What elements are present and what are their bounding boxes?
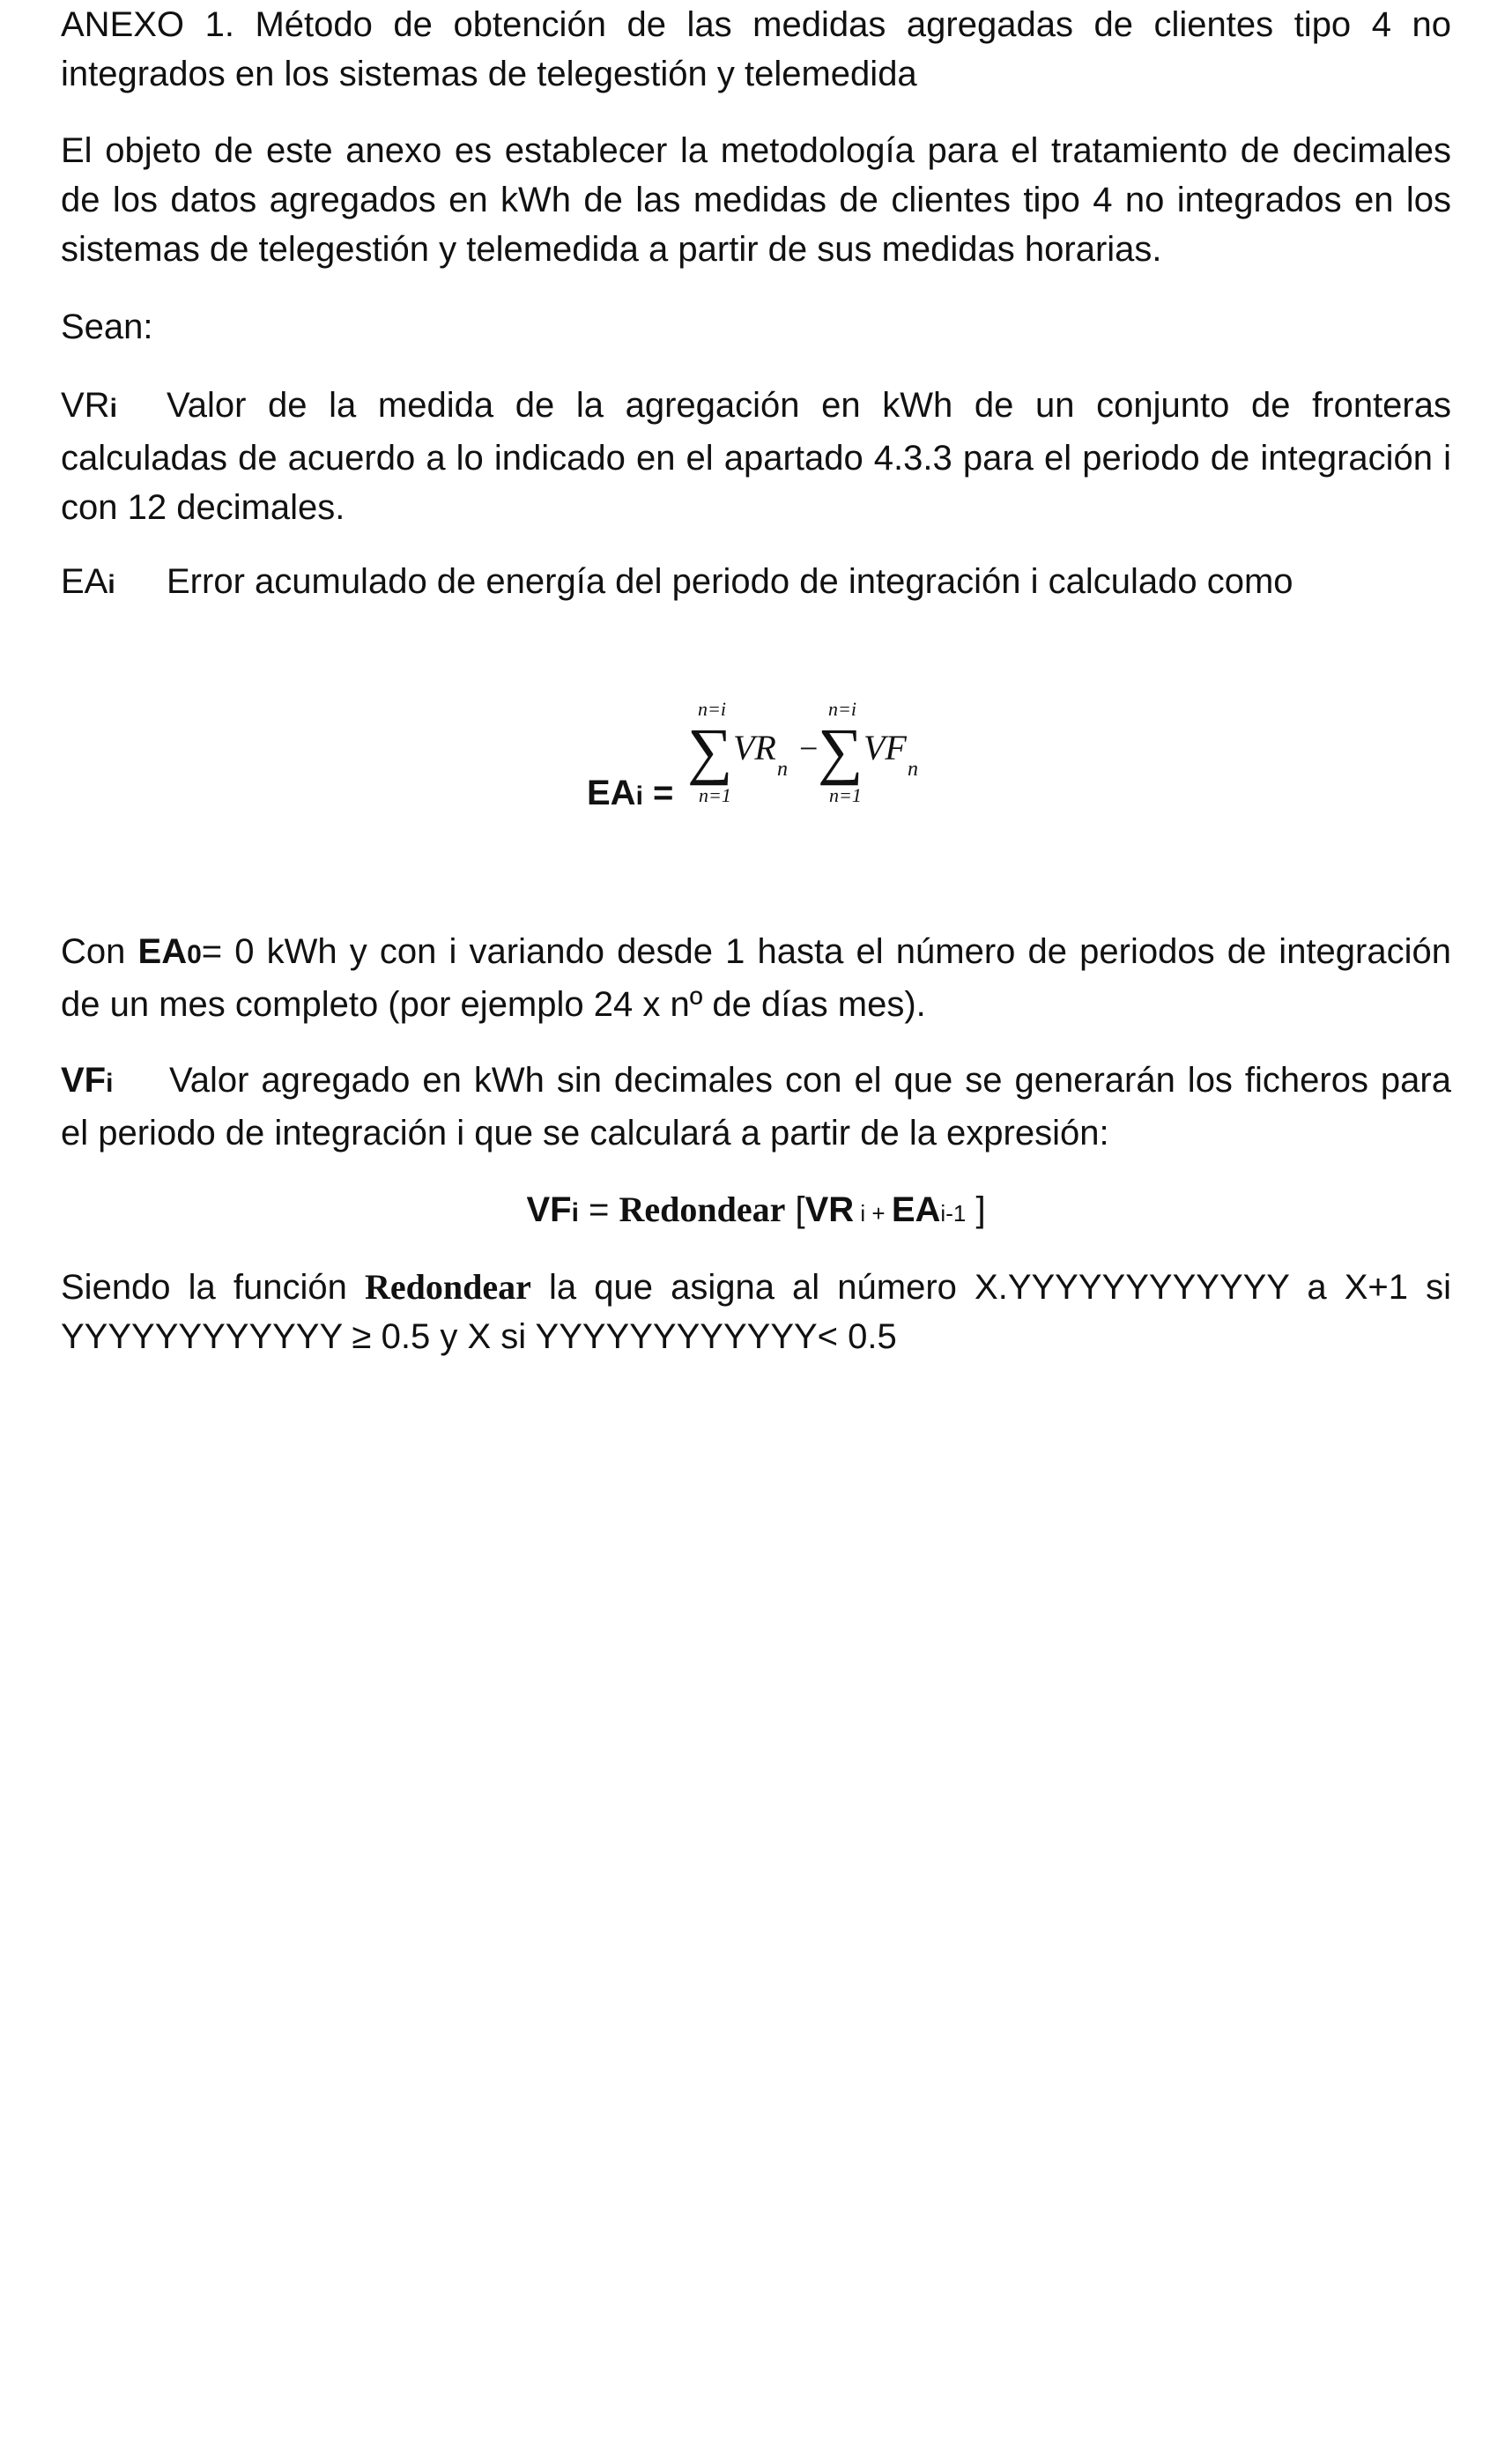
vf-symbol: VF [61, 1061, 107, 1100]
con-ea0: EA [137, 932, 188, 971]
ea-subscript: i [107, 570, 115, 599]
vf-formula-vr-sub: i + [854, 1200, 892, 1227]
ea-definition [61, 557, 1451, 610]
ea-formula-svg [61, 687, 1451, 846]
vf-formula-close: ] [966, 1190, 986, 1229]
vf-formula-lhs-sub: i [571, 1198, 579, 1227]
vf-formula-vr: VR [804, 1190, 855, 1229]
vf-subscript: i [106, 1069, 114, 1098]
vf-formula-lhs: VF [526, 1190, 572, 1229]
siendo-prefix: Siendo la función [61, 1268, 365, 1307]
siendo-paragraph [61, 1263, 1451, 1361]
ea-term [61, 557, 167, 610]
intro-paragraph [61, 126, 1451, 274]
ea-formula [61, 687, 1451, 846]
vr-definition [61, 381, 1451, 532]
vf-formula-open: [ [785, 1190, 805, 1229]
sum1-lower: n=1 [699, 784, 731, 806]
ea-formula-lhs-symbol: EA [587, 774, 636, 812]
vf-formula-ea: EA [891, 1190, 941, 1229]
sum1-sigma: ∑ [687, 715, 733, 786]
vr-term [61, 381, 167, 434]
vf-description: Valor agregado en kWh sin decimales con el que se generarán los ficheros para el periodo de integración i que se calculará a partir de la expresión: [61, 1061, 1451, 1153]
con-ea0-sub: 0 [187, 940, 202, 969]
con-paragraph [61, 927, 1451, 1029]
vr-description: Valor de la medida de la agregación en kWh de un conjunto de fronteras calculadas de acuerdo a lo indicado en el apartado 4.3.3 para el periodo de integración i con 12 decimales. [61, 386, 1451, 527]
sean-paragraph [61, 302, 1451, 352]
vf-formula-func: Redondear [619, 1190, 786, 1229]
ea-symbol: EA [61, 562, 108, 601]
sean-text: Sean: [61, 308, 153, 346]
term-vf: VF [863, 728, 907, 767]
vf-definition [61, 1056, 1451, 1158]
sum1-upper: n=i [698, 698, 726, 720]
minus-sign: − [799, 730, 819, 767]
term-vr: VR [733, 728, 776, 767]
vf-term [61, 1056, 169, 1108]
annex-heading-text: ANEXO 1. Método de obtención de las medidas agregadas de clientes tipo 4 no integrados en los sistemas de telegestión y telemedida [61, 5, 1451, 93]
sum2-sigma: ∑ [818, 715, 863, 786]
vf-formula-ea-sub: i-1 [940, 1200, 967, 1227]
con-rest: = 0 kWh y con i variando desde 1 hasta el número de periodos de integración de un mes completo (por ejemplo 24 x nº de días mes). [61, 932, 1451, 1024]
intro-text: El objeto de este anexo es establecer la metodología para el tratamiento de decimales de los datos agregados en kWh de las medidas de clientes tipo 4 no integrados en los sistemas de telegestión y telemedida a partir de sus medidas horarias. [61, 131, 1451, 269]
term-vr-sub: n [777, 758, 788, 781]
term-vf-sub: n [908, 758, 918, 781]
ea-formula-lhs-sub: i [635, 782, 643, 811]
vf-formula-eq: = [578, 1190, 619, 1229]
vf-formula [61, 1185, 1451, 1238]
annex-heading [61, 0, 1451, 99]
sum2-lower: n=1 [829, 784, 862, 806]
siendo-rest: la que asigna al número X.YYYYYYYYYYYY a X+1 si YYYYYYYYYYYY ≥ 0.5 y X si YYYYYYYYYYYY< 0.5 [61, 1268, 1451, 1356]
con-prefix: Con [61, 932, 138, 971]
vr-subscript: i [109, 394, 117, 423]
sum2-upper: n=i [828, 698, 856, 720]
siendo-func: Redondear [365, 1267, 531, 1307]
ea-description: Error acumulado de energía del periodo de integración i calculado como [167, 562, 1293, 601]
vr-symbol: VR [61, 386, 110, 425]
ea-formula-equals: = [642, 774, 674, 812]
